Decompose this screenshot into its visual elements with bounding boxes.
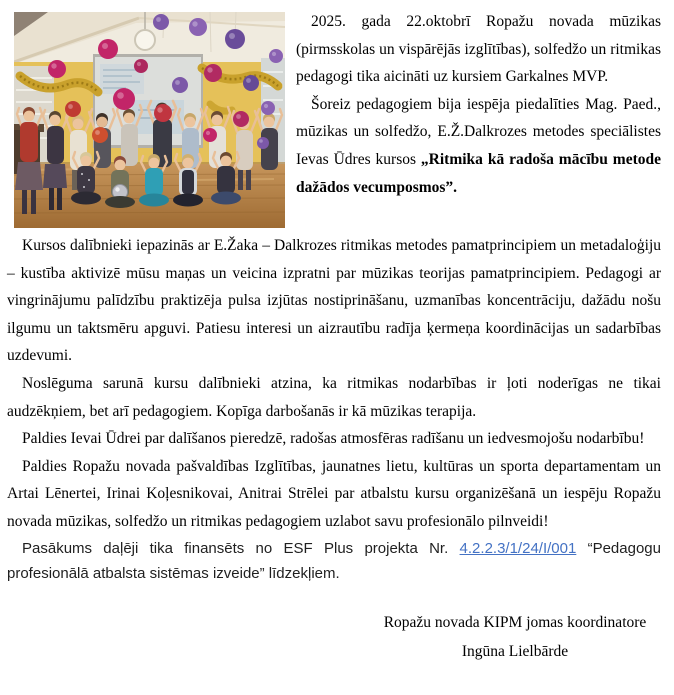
event-photo [14, 12, 285, 228]
paragraph-conclusion: Noslēguma sarunā kursu dalībnieki atzina, ka ritmikas nodarbības ir ļoti noderīgas ne tikai audzēkņiem, bet arī pedagogiem. Kopīga darbošanās ir kā mūzikas terapija. [7, 374, 661, 420]
course-title-bold: „Ritmika kā radoša mācību metode dažādos vecumposmos”. [296, 150, 661, 196]
funding-text-before: Pasākums daļēji tika finansēts no ESF Plus projekta Nr. [22, 539, 460, 557]
paragraph-method: Kursos dalībnieki iepazinās ar E.Žaka – Dalkrozes ritmikas metodes pamatprincipiem un metadaloģiju – kustība aktivizē mūsu maņas un veicina izpratni par mūzikas teorijas pamatprincipiem. Pedagogi ar vingrinājumu palīdzību praktizēja pulsa izjūtas nostiprināšanu, uzmanības koncentrāciju, dažādu nošu ilgumu un taktsmēru apguvi. Patiesu interesi un aizrautību radīja ķermeņa koordinācijas un sadarbības uzdevumi. [7, 237, 661, 365]
signature-block [365, 608, 665, 666]
project-number-link[interactable]: 4.2.2.3/1/24/I/001 [459, 539, 577, 557]
paragraph-thanks-lecturer: Paldies Ievai Ūdrei par dalīšanos pieredzē, radošas atmosfēras radīšanu un iedvesmojošu nodarbību! [22, 430, 645, 448]
event-photo-illustration [14, 12, 285, 228]
paragraph-intro: 2025. gada 22.oktobrī Ropažu novada mūzikas (pirmsskolas un vispārējās izglītības), solfedžo un ritmikas pedagogi tika aicināti uz kursiem Garkalnes MVP. [296, 13, 661, 86]
ceiling-lamp [135, 30, 155, 50]
paragraph-thanks-municipality: Paldies Ropažu novada pašvaldības Izglītības, jaunatnes lietu, kultūras un sporta departamentam un Artai Lēnertei, Irinai Koļesnikovai, Anitrai Strēlei par atbalstu kursu organizēšanā un iespēju Ropažu novada mūzikas, solfedžo un ritmikas pedagogiem uzlabot savu profesionālo pilnveidi! [7, 457, 661, 530]
paragraph-funding [7, 536, 661, 586]
paragraph-course-text: Šoreiz pedagogiem bija iespēja piedalīties Mag. Paed., mūzikas un solfedžo, E.Ž.Dalkrozes metodes speciālistes Ievas Ūdres kursos [296, 95, 661, 168]
signature-name: Ingūna Lielbārde [461, 642, 569, 660]
signature-role: Ropažu novada KIPM jomas koordinatore [383, 613, 647, 631]
funding-text-after: “Pedagogu profesionālā atbalsta sistēmas izveide” līdzekļiem. [7, 539, 661, 582]
